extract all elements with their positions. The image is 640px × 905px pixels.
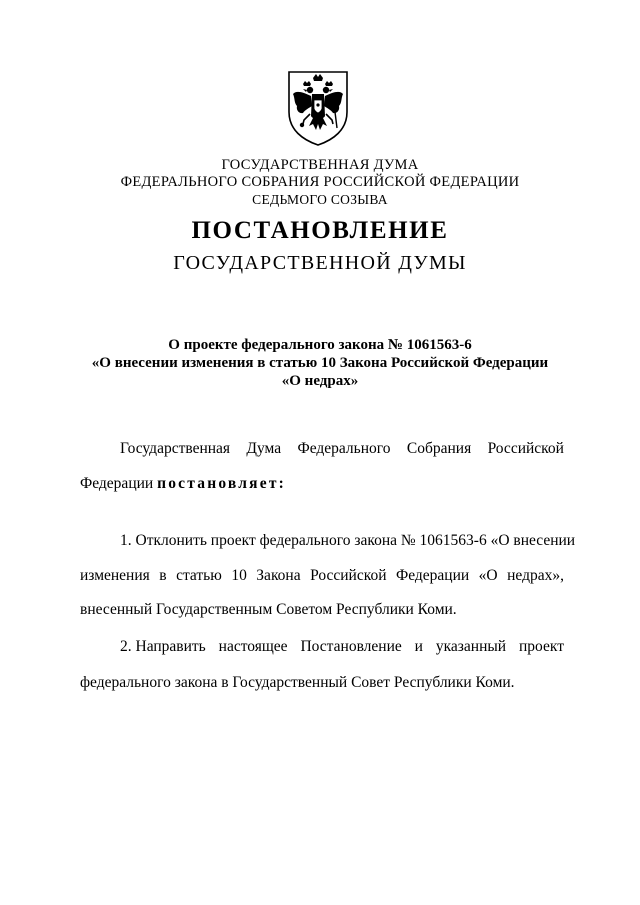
preamble-word: Российской — [487, 440, 564, 457]
item-2-line-2: федерального закона в Государственный Совет Республики Коми. — [80, 674, 515, 691]
subject-line-3: «О недрах» — [281, 373, 359, 389]
header-line-duma: ГОСУДАРСТВЕННАЯ ДУМА — [221, 157, 419, 173]
item-1-word: Федерации — [395, 567, 470, 584]
item-1-line-1: 1. Отклонить проект федерального закона № 1061563-6 «О внесении — [120, 532, 576, 549]
item-2-word: Постановление — [300, 638, 402, 655]
item-2-word: указанный — [435, 638, 507, 655]
item-1-line-2 — [80, 567, 564, 585]
item-1-word: Закона — [256, 567, 301, 584]
header-line-convocation: СЕДЬМОГО СОЗЫВА — [252, 192, 388, 207]
preamble-line-2 — [80, 475, 564, 493]
document-subtitle: ГОСУДАРСТВЕННОЙ ДУМЫ — [173, 252, 467, 274]
item-2-word: и — [414, 638, 423, 655]
preamble-word: Государственная — [120, 440, 231, 457]
item-2-word: настоящее — [218, 638, 288, 655]
item-1-word: недрах», — [507, 567, 564, 584]
preamble-line-1 — [80, 440, 564, 458]
item-1-line-3: внесенный Государственным Советом Республики Коми. — [80, 601, 457, 618]
item-1-word: Российской — [310, 567, 387, 584]
item-2-line-1 — [80, 638, 564, 656]
item-2-word: 2. Направить — [120, 638, 206, 655]
preamble-word: Дума — [246, 440, 282, 457]
subject-line-2: «О внесении изменения в статью 10 Закона Российской Федерации — [91, 355, 549, 371]
item-1-word: статью — [176, 567, 222, 584]
russian-coat-of-arms-icon — [283, 68, 353, 148]
document-title: ПОСТАНОВЛЕНИЕ — [191, 217, 449, 244]
item-1-word: 10 — [231, 567, 247, 584]
preamble-word: Собрания — [406, 440, 472, 457]
subject-line-1: О проекте федерального закона № 1061563-6 — [168, 337, 472, 353]
preamble-federation: Федерации — [80, 475, 154, 492]
item-1-word: изменения — [80, 567, 150, 584]
item-1-word: в — [159, 567, 167, 584]
item-1-word: «О — [478, 567, 498, 584]
preamble-word: Федерального — [297, 440, 391, 457]
item-2-word: проект — [519, 638, 564, 655]
header-line-federal-assembly: ФЕДЕРАЛЬНОГО СОБРАНИЯ РОССИЙСКОЙ ФЕДЕРАЦИИ — [120, 174, 520, 190]
resolves-word: постановляет: — [157, 475, 286, 492]
